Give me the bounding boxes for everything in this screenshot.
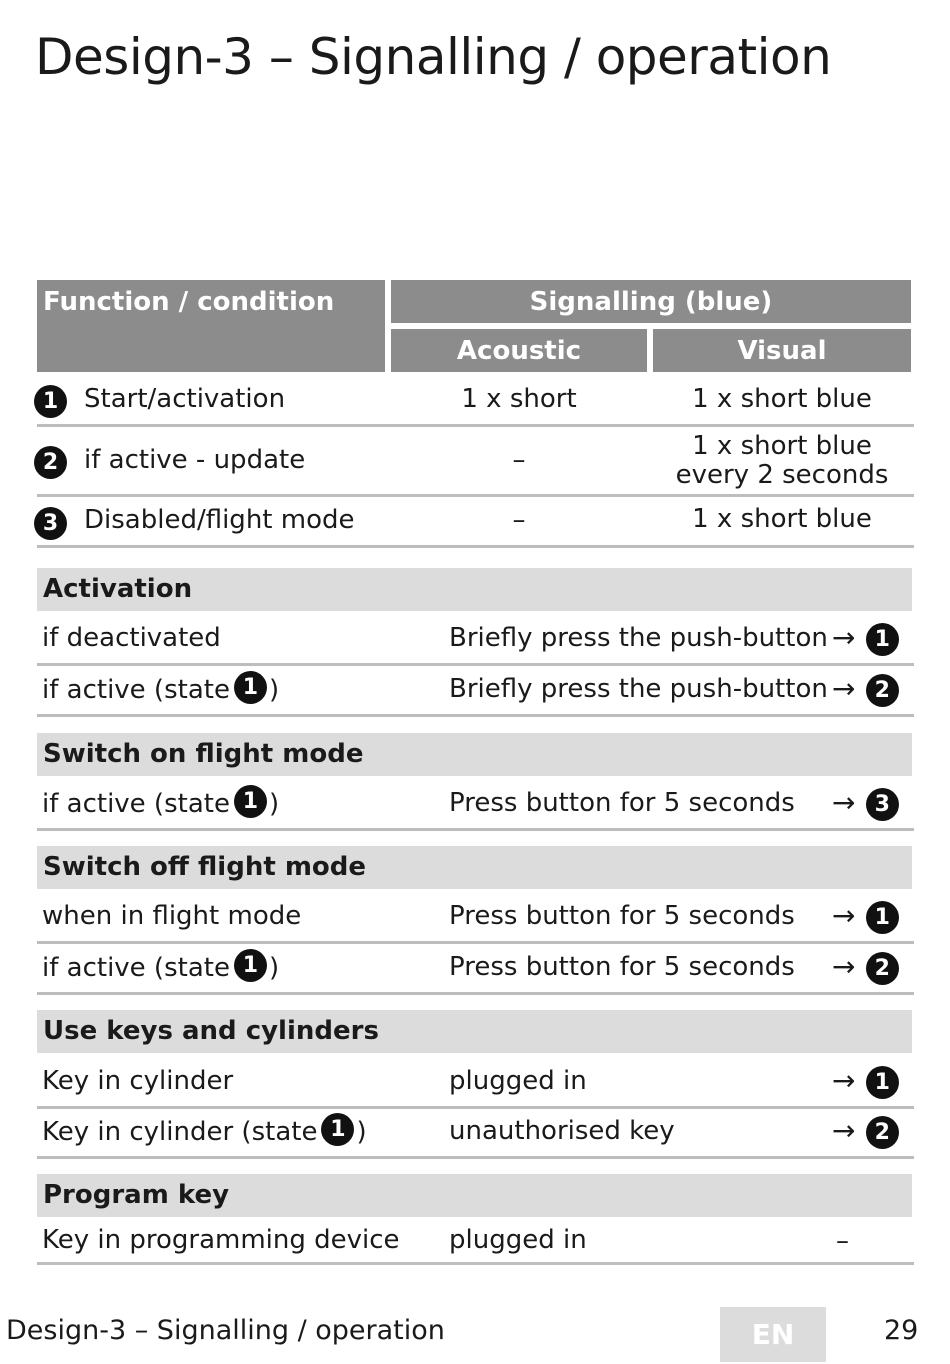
table-row bbox=[37, 893, 914, 944]
result-state-badge: 2 bbox=[866, 674, 899, 707]
state-number-badge: 1 bbox=[34, 385, 67, 418]
state-visual bbox=[653, 432, 911, 490]
arrow-right-icon: → bbox=[832, 1064, 856, 1097]
condition-text-suffix: ) bbox=[356, 1117, 367, 1147]
state-acoustic: 1 x short bbox=[461, 384, 577, 414]
section-keys-cylinders bbox=[37, 1010, 912, 1053]
row-condition: when in flight mode bbox=[42, 901, 302, 931]
row-condition: if deactivated bbox=[42, 623, 221, 653]
language-badge: EN bbox=[720, 1307, 826, 1362]
row-result bbox=[832, 899, 899, 934]
page-number: 29 bbox=[884, 1315, 919, 1346]
state-row-3 bbox=[37, 497, 914, 548]
section-flight-off bbox=[37, 846, 912, 889]
state-label: Start/activation bbox=[84, 384, 286, 414]
row-result bbox=[832, 621, 899, 656]
row-condition: Key in cylinder bbox=[42, 1066, 234, 1096]
state-visual: 1 x short blue bbox=[692, 504, 872, 534]
section-flight-on bbox=[37, 733, 912, 776]
table-row bbox=[37, 780, 914, 831]
page-title: Design-3 – Signalling / operation bbox=[35, 28, 832, 86]
condition-state-badge: 1 bbox=[234, 785, 267, 818]
header-visual: Visual bbox=[653, 329, 911, 372]
row-action: plugged in bbox=[449, 1225, 587, 1255]
condition-text: if active (state bbox=[42, 953, 230, 983]
condition-text-suffix: ) bbox=[268, 675, 280, 705]
header-function-condition bbox=[37, 280, 385, 372]
condition-text-suffix: ) bbox=[268, 953, 280, 983]
section-title: Program key bbox=[43, 1180, 230, 1210]
row-action: Briefly press the push-button bbox=[449, 674, 828, 704]
arrow-right-icon: → bbox=[832, 786, 856, 819]
row-condition: Key in programming device bbox=[42, 1225, 400, 1255]
row-action: Press button for 5 seconds bbox=[449, 901, 795, 931]
table-row bbox=[37, 1058, 914, 1109]
arrow-right-icon: → bbox=[832, 672, 856, 705]
table-row bbox=[37, 666, 914, 717]
condition-text-suffix: ) bbox=[268, 789, 280, 819]
section-title: Switch on flight mode bbox=[43, 739, 364, 769]
state-label: Disabled/flight mode bbox=[84, 505, 355, 535]
state-label: if active - update bbox=[84, 445, 306, 475]
section-title: Use keys and cylinders bbox=[43, 1016, 379, 1046]
table-row bbox=[37, 1218, 914, 1265]
state-row-1 bbox=[37, 376, 914, 427]
row-condition bbox=[42, 952, 279, 985]
section-activation bbox=[37, 568, 912, 611]
result-state-badge: 2 bbox=[866, 952, 899, 985]
row-action: Briefly press the push-button bbox=[449, 623, 828, 653]
state-acoustic: – bbox=[512, 505, 526, 535]
condition-state-badge: 1 bbox=[234, 671, 267, 704]
arrow-right-icon: → bbox=[832, 950, 856, 983]
row-condition bbox=[42, 1116, 367, 1149]
state-number-badge: 2 bbox=[34, 446, 67, 479]
table-row bbox=[37, 615, 914, 666]
state-visual-line: 1 x short blue bbox=[692, 431, 872, 461]
state-visual: 1 x short blue bbox=[692, 384, 872, 414]
header-function-label: Function / condition bbox=[43, 287, 335, 317]
condition-text: if active (state bbox=[42, 675, 230, 705]
table-row bbox=[37, 944, 914, 995]
arrow-right-icon: → bbox=[832, 621, 856, 654]
arrow-right-icon: → bbox=[832, 899, 856, 932]
row-action: unauthorised key bbox=[449, 1116, 675, 1146]
arrow-right-icon: → bbox=[832, 1114, 856, 1147]
section-title: Activation bbox=[43, 574, 193, 604]
row-result bbox=[832, 1114, 899, 1149]
condition-state-badge: 1 bbox=[321, 1113, 354, 1146]
result-state-badge: 3 bbox=[866, 788, 899, 821]
row-result bbox=[832, 672, 899, 707]
result-state-badge: 1 bbox=[866, 1066, 899, 1099]
header-acoustic: Acoustic bbox=[391, 329, 647, 372]
row-result bbox=[832, 1064, 899, 1099]
condition-text: Key in cylinder (state bbox=[42, 1117, 318, 1147]
state-number-badge: 3 bbox=[34, 507, 67, 540]
row-action: Press button for 5 seconds bbox=[449, 788, 795, 818]
header-signalling: Signalling (blue) bbox=[391, 280, 911, 323]
result-state-badge: 2 bbox=[866, 1116, 899, 1149]
table-row bbox=[37, 1108, 914, 1159]
footer-title: Design-3 – Signalling / operation bbox=[6, 1315, 445, 1346]
row-condition bbox=[42, 788, 279, 821]
row-result bbox=[832, 950, 899, 985]
row-action: Press button for 5 seconds bbox=[449, 952, 795, 982]
state-row-2 bbox=[37, 427, 914, 497]
row-condition bbox=[42, 674, 279, 707]
result-none: – bbox=[836, 1226, 849, 1256]
condition-state-badge: 1 bbox=[234, 949, 267, 982]
section-program-key bbox=[37, 1174, 912, 1217]
result-state-badge: 1 bbox=[866, 901, 899, 934]
condition-text: if active (state bbox=[42, 789, 230, 819]
state-acoustic: – bbox=[512, 445, 526, 475]
state-visual-line: every 2 seconds bbox=[675, 460, 889, 490]
row-result bbox=[832, 786, 899, 821]
row-action: plugged in bbox=[449, 1066, 587, 1096]
section-title: Switch off flight mode bbox=[43, 852, 367, 882]
result-state-badge: 1 bbox=[866, 623, 899, 656]
